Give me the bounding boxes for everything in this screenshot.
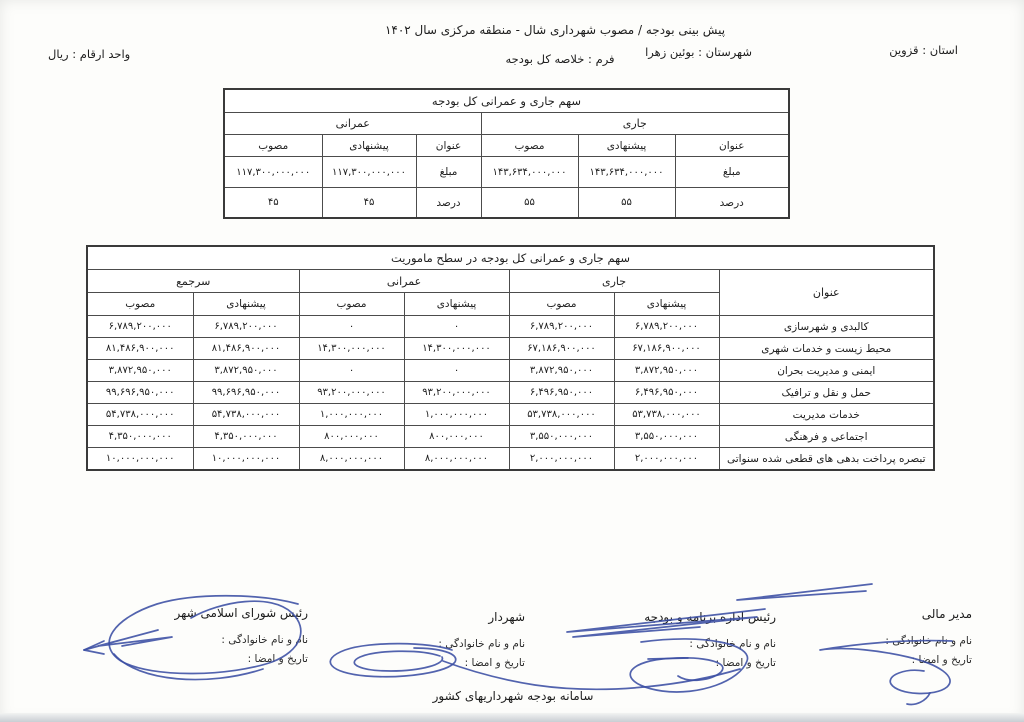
current-proposed-value: ۲,۰۰۰,۰۰۰,۰۰۰ <box>614 448 719 471</box>
total-proposed-value: ۵۴,۷۳۸,۰۰۰,۰۰۰ <box>193 404 299 426</box>
amount-row-label: مبلغ <box>675 157 789 188</box>
construction-approved-value: ۰ <box>299 360 404 382</box>
current-amount-approved: ۱۴۳,۶۳۴,۰۰۰,۰۰۰ <box>481 157 578 188</box>
total-approved-value: ۳,۸۷۲,۹۵۰,۰۰۰ <box>87 360 193 382</box>
construction-approved-value: ۸۰۰,۰۰۰,۰۰۰ <box>299 426 404 448</box>
form-name-label: فرم : خلاصه کل بودجه <box>505 52 615 66</box>
percent-row-label: درصد <box>416 188 481 219</box>
current-proposed-value: ۳,۵۵۰,۰۰۰,۰۰۰ <box>614 426 719 448</box>
col-header-title: عنوان <box>675 135 789 157</box>
signature-block-finance-manager <box>885 607 972 670</box>
current-approved-value: ۶,۴۹۶,۹۵۰,۰۰۰ <box>509 382 614 404</box>
construction-percent-approved: ۴۵ <box>224 188 322 219</box>
group-current: جاری <box>509 270 719 293</box>
signature-scribble-council <box>84 630 172 650</box>
construction-proposed-value: ۸۰۰,۰۰۰,۰۰۰ <box>404 426 509 448</box>
name-label: نام و نام خانوادگی : <box>885 635 972 647</box>
total-approved-value: ۴,۳۵۰,۰۰۰,۰۰۰ <box>87 426 193 448</box>
date-signature-label: تاریخ و امضا : <box>715 657 776 669</box>
county-label: شهرستان : بوئین زهرا <box>645 45 752 59</box>
mission-row-label: حمل و نقل و ترافیک <box>719 382 934 404</box>
date-signature-label: تاریخ و امضا : <box>464 657 525 669</box>
percent-row-label: درصد <box>675 188 789 219</box>
summary-table-title: سهم جاری و عمرانی کل بودجه <box>224 89 789 113</box>
construction-proposed-value: ۰ <box>404 316 509 338</box>
mission-row-label: ایمنی و مدیریت بحران <box>719 360 934 382</box>
total-approved-value: ۱۰,۰۰۰,۰۰۰,۰۰۰ <box>87 448 193 471</box>
signature-scribble-finance <box>907 693 930 704</box>
total-proposed-value: ۱۰,۰۰۰,۰۰۰,۰۰۰ <box>193 448 299 471</box>
mission-budget-table <box>86 245 935 471</box>
construction-proposed-value: ۱,۰۰۰,۰۰۰,۰۰۰ <box>404 404 509 426</box>
current-percent-proposed: ۵۵ <box>578 188 675 219</box>
construction-proposed-value: ۸,۰۰۰,۰۰۰,۰۰۰ <box>404 448 509 471</box>
construction-approved-value: ۱,۰۰۰,۰۰۰,۰۰۰ <box>299 404 404 426</box>
current-proposed-value: ۶۷,۱۸۶,۹۰۰,۰۰۰ <box>614 338 719 360</box>
amount-row-label: مبلغ <box>416 157 481 188</box>
current-approved-value: ۶۷,۱۸۶,۹۰۰,۰۰۰ <box>509 338 614 360</box>
province-label: استان : قزوین <box>889 43 958 57</box>
group-construction: عمرانی <box>224 113 481 135</box>
total-proposed-value: ۶,۷۸۹,۲۰۰,۰۰۰ <box>193 316 299 338</box>
construction-proposed-value: ۹۳,۲۰۰,۰۰۰,۰۰۰ <box>404 382 509 404</box>
mission-row-label: خدمات مدیریت <box>719 404 934 426</box>
table-row <box>87 448 934 471</box>
construction-approved-value: ۰ <box>299 316 404 338</box>
construction-amount-proposed: ۱۱۷,۳۰۰,۰۰۰,۰۰۰ <box>322 157 416 188</box>
signature-scribble-mayor <box>354 651 442 671</box>
group-total: سرجمع <box>87 270 299 293</box>
date-signature-label: تاریخ و امضا : <box>247 653 308 665</box>
col-header-proposed: پیشنهادی <box>193 293 299 316</box>
total-proposed-value: ۸۱,۴۸۶,۹۰۰,۰۰۰ <box>193 338 299 360</box>
col-header-approved: مصوب <box>509 293 614 316</box>
budget-summary-table <box>223 88 790 219</box>
current-approved-value: ۶,۷۸۹,۲۰۰,۰۰۰ <box>509 316 614 338</box>
construction-proposed-value: ۰ <box>404 360 509 382</box>
table-row <box>87 338 934 360</box>
current-amount-proposed: ۱۴۳,۶۳۴,۰۰۰,۰۰۰ <box>578 157 675 188</box>
col-header-approved: مصوب <box>224 135 322 157</box>
col-header-proposed: پیشنهادی <box>404 293 509 316</box>
system-footer-label: سامانه بودجه شهرداریهای کشور <box>432 689 594 703</box>
current-approved-value: ۲,۰۰۰,۰۰۰,۰۰۰ <box>509 448 614 471</box>
group-current: جاری <box>481 113 789 135</box>
currency-unit-label: واحد ارقام : ریال <box>48 47 131 61</box>
current-approved-value: ۵۳,۷۳۸,۰۰۰,۰۰۰ <box>509 404 614 426</box>
col-header-proposed: پیشنهادی <box>322 135 416 157</box>
signature-block-mayor <box>438 610 525 673</box>
scanner-edge-shadow <box>0 713 1024 722</box>
total-approved-value: ۸۱,۴۸۶,۹۰۰,۰۰۰ <box>87 338 193 360</box>
current-percent-approved: ۵۵ <box>481 188 578 219</box>
current-proposed-value: ۵۳,۷۳۸,۰۰۰,۰۰۰ <box>614 404 719 426</box>
mission-table-title: سهم جاری و عمرانی کل بودجه در سطح ماموریت <box>87 246 934 270</box>
table-row <box>87 426 934 448</box>
total-proposed-value: ۳,۸۷۲,۹۵۰,۰۰۰ <box>193 360 299 382</box>
col-header-title: عنوان <box>416 135 481 157</box>
signature-scribble-budget <box>737 584 872 600</box>
signature-block-budget-office-head <box>644 610 776 673</box>
date-signature-label: تاریخ و امضا : <box>911 654 972 666</box>
construction-proposed-value: ۱۴,۳۰۰,۰۰۰,۰۰۰ <box>404 338 509 360</box>
name-label: نام و نام خانوادگی : <box>221 634 308 646</box>
table-row <box>87 404 934 426</box>
mission-row-label: محیط زیست و خدمات شهری <box>719 338 934 360</box>
name-label: نام و نام خانوادگی : <box>689 638 776 650</box>
construction-approved-value: ۱۴,۳۰۰,۰۰۰,۰۰۰ <box>299 338 404 360</box>
current-proposed-value: ۶,۷۸۹,۲۰۰,۰۰۰ <box>614 316 719 338</box>
name-label: نام و نام خانوادگی : <box>438 638 525 650</box>
construction-percent-proposed: ۴۵ <box>322 188 416 219</box>
signature-role: شهردار <box>488 610 525 624</box>
signature-role: رئیس اداره برنامه و بودجه <box>644 610 776 624</box>
current-proposed-value: ۳,۸۷۲,۹۵۰,۰۰۰ <box>614 360 719 382</box>
page-title: پیش بینی بودجه / مصوب شهرداری شال - منطقه مرکزی سال ۱۴۰۲ <box>384 23 726 37</box>
total-approved-value: ۵۴,۷۳۸,۰۰۰,۰۰۰ <box>87 404 193 426</box>
total-proposed-value: ۴,۳۵۰,۰۰۰,۰۰۰ <box>193 426 299 448</box>
col-header-proposed: پیشنهادی <box>614 293 719 316</box>
mission-row-label: اجتماعی و فرهنگی <box>719 426 934 448</box>
signature-role: رئیس شورای اسلامی شهر <box>174 606 308 620</box>
construction-approved-value: ۹۳,۲۰۰,۰۰۰,۰۰۰ <box>299 382 404 404</box>
col-header-approved: مصوب <box>87 293 193 316</box>
construction-amount-approved: ۱۱۷,۳۰۰,۰۰۰,۰۰۰ <box>224 157 322 188</box>
mission-row-label: تبصره پرداخت بدهی های قطعی شده سنواتی <box>719 448 934 471</box>
group-construction: عمرانی <box>299 270 509 293</box>
col-header-approved: مصوب <box>299 293 404 316</box>
signature-scribble-council <box>84 641 104 654</box>
signature-role: مدیر مالی <box>921 607 972 621</box>
col-header-title: عنوان <box>719 270 934 316</box>
signature-scribble-mayor <box>330 644 455 677</box>
current-approved-value: ۳,۵۵۰,۰۰۰,۰۰۰ <box>509 426 614 448</box>
mission-row-label: کالبدی و شهرسازی <box>719 316 934 338</box>
table-row <box>87 316 934 338</box>
table-row <box>87 382 934 404</box>
construction-approved-value: ۸,۰۰۰,۰۰۰,۰۰۰ <box>299 448 404 471</box>
col-header-proposed: پیشنهادی <box>578 135 675 157</box>
col-header-approved: مصوب <box>481 135 578 157</box>
total-proposed-value: ۹۹,۶۹۶,۹۵۰,۰۰۰ <box>193 382 299 404</box>
total-approved-value: ۶,۷۸۹,۲۰۰,۰۰۰ <box>87 316 193 338</box>
total-approved-value: ۹۹,۶۹۶,۹۵۰,۰۰۰ <box>87 382 193 404</box>
current-proposed-value: ۶,۴۹۶,۹۵۰,۰۰۰ <box>614 382 719 404</box>
current-approved-value: ۳,۸۷۲,۹۵۰,۰۰۰ <box>509 360 614 382</box>
signature-block-council-head <box>175 606 308 669</box>
table-row <box>87 360 934 382</box>
